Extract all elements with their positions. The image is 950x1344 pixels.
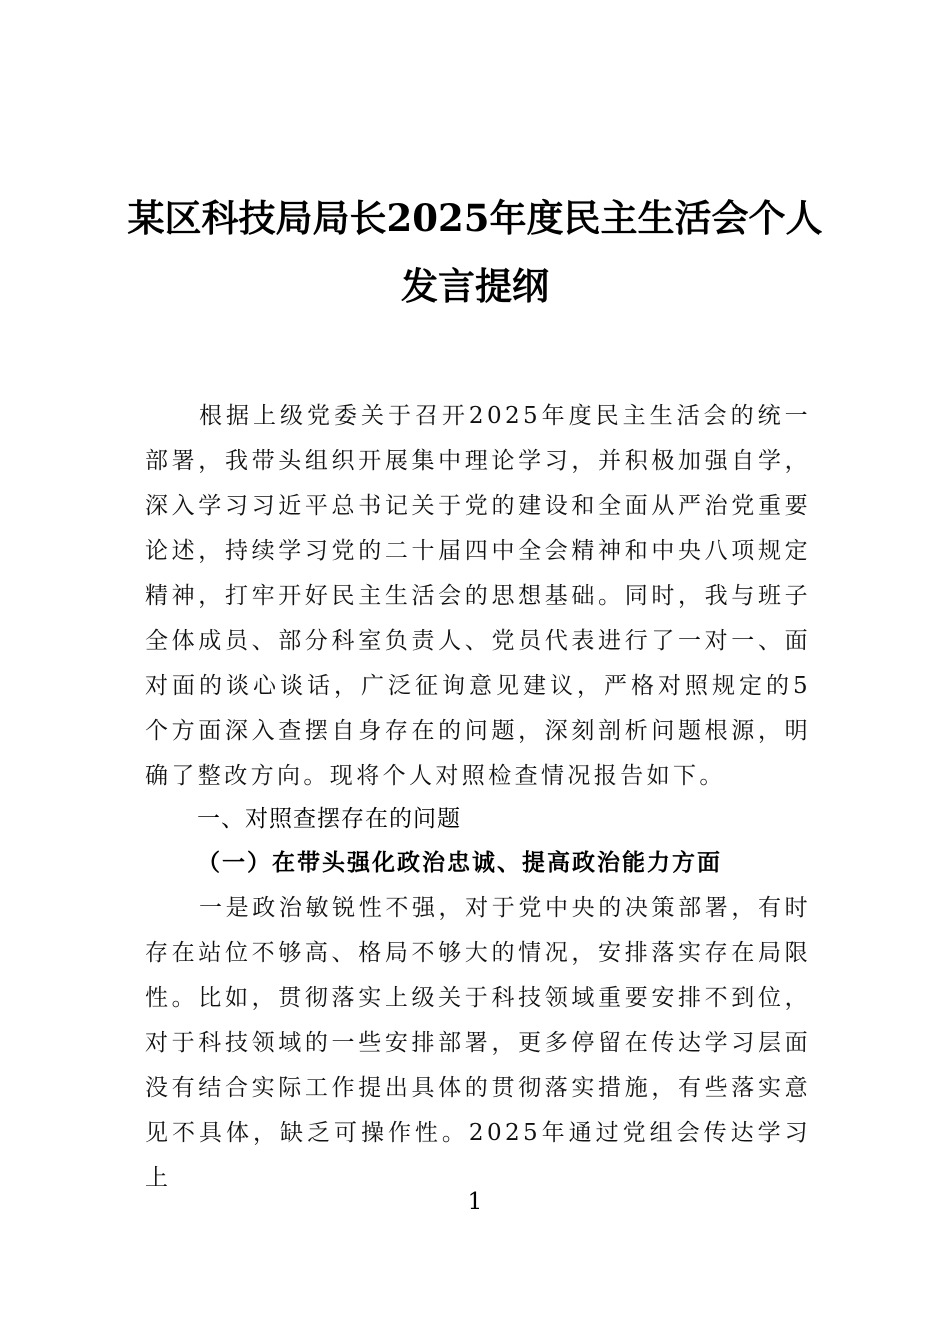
subsection-heading: （一）在带头强化政治忠诚、提高政治能力方面	[197, 849, 722, 876]
intro-paragraph: 根据上级党委关于召开2025年度民主生活会的统一部署，我带头组织开展集中理论学习，并积极加强自学，深入学习习近平总书记关于党的建设和全面从严治党重要论述，持续学习党的二十届四中全会精神和中央八项规定精神，打牢开好民主生活会的思想基础。同时，我与班子全体成员、部分科室负责人、党员代表进行了一对一、面对面的谈心谈话，广泛征询意见建议，严格对照规定的5个方面深入查摆自身存在的问题，深刻剖析问题根源，明确了整改方向。现将个人对照检查情况报告如下。	[145, 403, 811, 789]
point-one-paragraph: 一是政治敏锐性不强，对于党中央的决策部署，有时存在站位不够高、格局不够大的情况，安排落实存在局限性。比如，贯彻落实上级关于科技领域重要安排不到位，对于科技领域的一些安排部署，更多停留在传达学习层面没有结合实际工作提出具体的贯彻落实措施，有些落实意见不具体，缺乏可操作性。2025年通过党组会传达学习上	[145, 895, 811, 1191]
section-heading: 一、对照查摆存在的问题	[197, 806, 461, 832]
document-title-line-2: 发言提纲	[401, 264, 549, 308]
page-number: 1	[467, 1189, 483, 1215]
document-title-line-1: 某区科技局局长2025年度民主生活会个人	[127, 196, 823, 240]
